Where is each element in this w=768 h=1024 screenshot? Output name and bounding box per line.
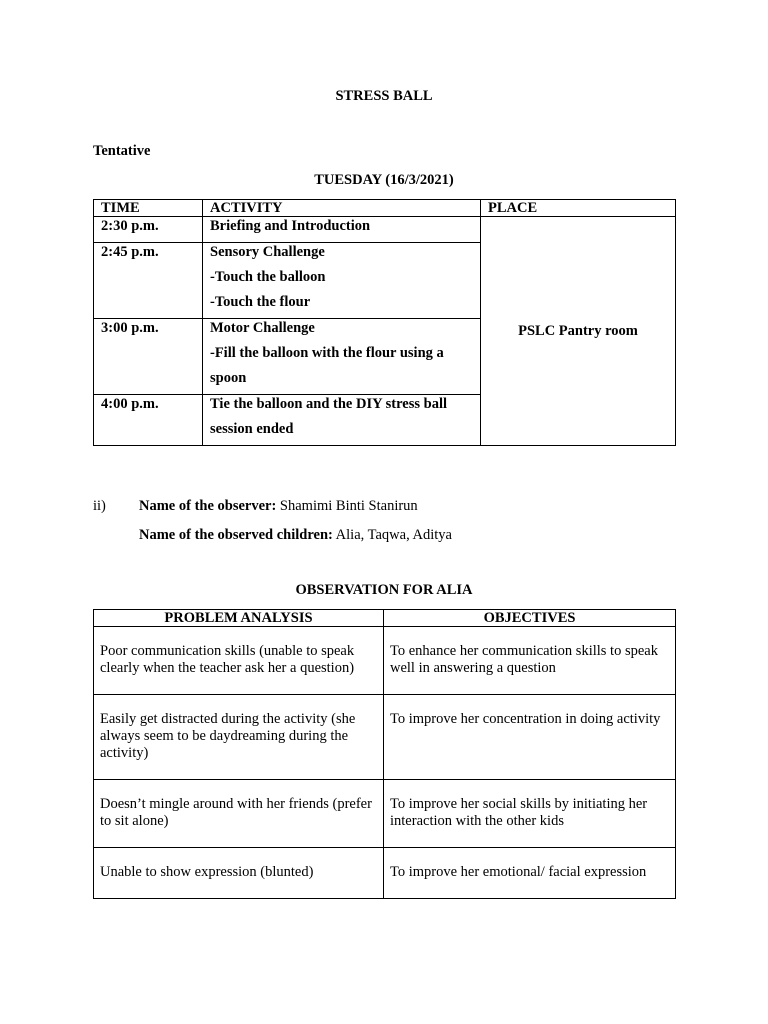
list-number: ii) [93,498,106,514]
time-cell: 2:45 p.m. [94,243,203,319]
header-place: PLACE [481,200,676,217]
activity-cell: Motor Challenge -Fill the balloon with the flour using a spoon [203,319,481,395]
header-activity: ACTIVITY [203,200,481,217]
document-title: STRESS BALL [335,88,433,104]
header-time: TIME [94,200,203,217]
time-cell: 4:00 p.m. [94,395,203,446]
observation-header-row [94,610,676,627]
children-label: Name of the observed children: [139,527,333,543]
activity-cell: Briefing and Introduction [203,217,481,243]
observer-value: Shamimi Binti Stanirun [276,498,418,514]
table-row [94,695,676,780]
children-line [139,527,452,544]
objective-cell: To enhance her communication skills to speak well in answering a question [384,627,676,695]
problem-cell: Poor communication skills (unable to speak clearly when the teacher ask her a question) [94,627,384,695]
table-row [94,217,676,243]
place-cell: PSLC Pantry room [481,217,676,446]
observation-table [93,609,676,899]
observer-label: Name of the observer: [139,498,277,514]
time-cell: 3:00 p.m. [94,319,203,395]
problem-cell: Easily get distracted during the activity (she always seem to be daydreaming during the activity) [94,695,384,780]
header-problem-analysis: PROBLEM ANALYSIS [94,610,384,627]
day-heading: TUESDAY (16/3/2021) [314,172,454,188]
observation-heading: OBSERVATION FOR ALIA [295,582,473,598]
objective-cell: To improve her social skills by initiating her interaction with the other kids [384,780,676,848]
objective-cell: To improve her emotional/ facial expression [384,848,676,899]
header-objectives: OBJECTIVES [384,610,676,627]
objective-cell: To improve her concentration in doing activity [384,695,676,780]
problem-cell: Unable to show expression (blunted) [94,848,384,899]
table-row [94,848,676,899]
schedule-header-row [94,200,676,217]
table-row [94,780,676,848]
time-cell: 2:30 p.m. [94,217,203,243]
schedule-table [93,199,676,446]
activity-cell: Sensory Challenge -Touch the balloon -Touch the flour [203,243,481,319]
tentative-label: Tentative [93,143,151,159]
children-value: Alia, Taqwa, Aditya [332,527,452,543]
table-row [94,627,676,695]
problem-cell: Doesn’t mingle around with her friends (prefer to sit alone) [94,780,384,848]
observer-line [139,498,418,515]
activity-cell: Tie the balloon and the DIY stress ball session ended [203,395,481,446]
